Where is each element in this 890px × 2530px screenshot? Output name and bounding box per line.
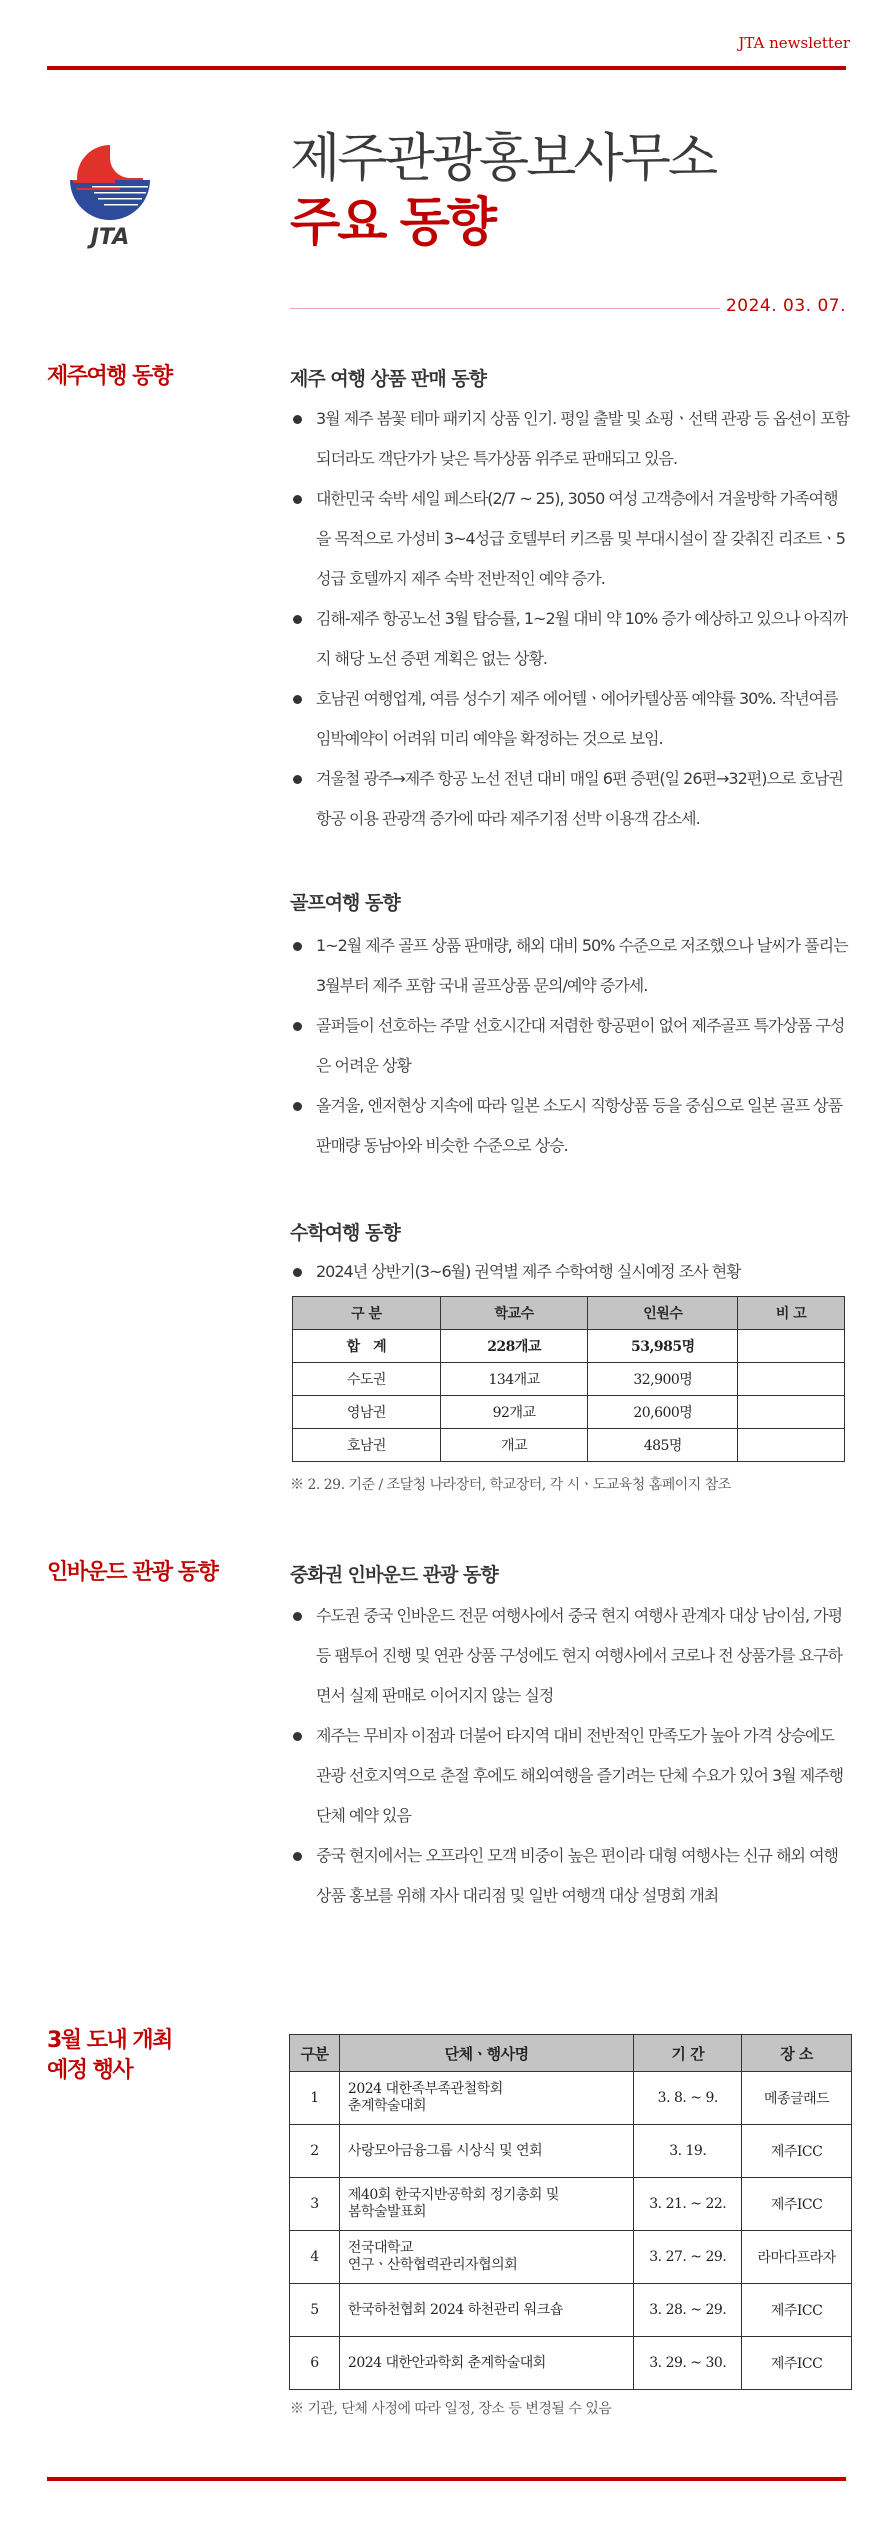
list-item: 골퍼들이 선호하는 주말 선호시간대 저렴한 항공편이 없어 제주골프 특가상품 구성은 어려운 상황 (290, 1006, 850, 1086)
bullet-icon (293, 495, 302, 504)
list-item: 2024년 상반기(3~6월) 권역별 제주 수학여행 실시예정 조사 현황 (290, 1252, 850, 1292)
subheading-product-sales: 제주 여행 상품 판매 동향 (290, 368, 486, 390)
list-item: 제주는 무비자 이점과 더불어 타지역 대비 전반적인 만족도가 높아 가격 상승에도 관광 선호지역으로 춘절 후에도 해외여행을 즐기려는 단체 수요가 있어 3월 제주행 단체 예약 있음 (290, 1716, 850, 1836)
subheading-golf: 골프여행 동향 (290, 892, 400, 914)
events-footnote: ※ 기관, 단체 사정에 따라 일정, 장소 등 변경될 수 있음 (290, 2401, 612, 2417)
issue-date: 2024. 03. 07. (725, 296, 846, 316)
section-label-events: 3월 도내 개최 예정 행사 (47, 2028, 172, 2083)
section-label-jeju-travel: 제주여행 동향 (47, 364, 172, 389)
col-header-note: 비 고 (738, 1297, 845, 1330)
table-row: 6 2024 대한안과학회 춘계학술대회 3. 29. ~ 30. 제주ICC (290, 2337, 852, 2390)
events-table (289, 2034, 852, 2390)
date-divider (290, 308, 720, 309)
list-item: 3월 제주 봄꽃 테마 패키지 상품 인기. 평일 출발 및 쇼핑ㆍ선택 관광 등 옵션이 포함되더라도 객단가가 낮은 특가상품 위주로 판매되고 있음. (290, 399, 850, 479)
table-row: 수도권 134개교 32,900명 (293, 1363, 845, 1396)
bullet-icon (293, 695, 302, 704)
list-item: 대한민국 숙박 세일 페스타(2/7 ~ 25), 3050 여성 고객층에서 겨울방학 가족여행을 목적으로 가성비 3~4성급 호텔부터 키즈룸 및 부대시설이 잘 갖춰진 리조트ㆍ5성급 호텔까지 제주 숙박 전반적인 예약 증가. (290, 479, 850, 599)
newsletter-label: JTA newsletter (738, 34, 850, 52)
bullet-icon (293, 1852, 302, 1861)
col-header-venue: 장 소 (742, 2035, 852, 2072)
svg-text:JTA: JTA (90, 225, 130, 250)
table-row: 5 한국하천협회 2024 하천관리 워크숍 3. 28. ~ 29. 제주ICC (290, 2284, 852, 2337)
col-header-no: 구분 (290, 2035, 340, 2072)
bullet-icon (293, 1022, 302, 1031)
table-row: 합 계 228개교 53,985명 (293, 1330, 845, 1363)
list-item: 수도권 중국 인바운드 전문 여행사에서 중국 현지 여행사 관계자 대상 남이섬, 가평 등 팸투어 진행 및 연관 상품 구성에도 현지 여행사에서 코로나 전 상품가를 요구하면서 실제 판매로 이어지지 않는 실정 (290, 1596, 850, 1716)
table-row: 호남권 개교 485명 (293, 1429, 845, 1462)
bullet-icon (293, 1102, 302, 1111)
bullet-icon (293, 1268, 302, 1277)
list-item: 김해-제주 항공노선 3월 탑승률, 1~2월 대비 약 10% 증가 예상하고 있으나 아직까지 해당 노선 증편 계획은 없는 상황. (290, 599, 850, 679)
table-row: 1 2024 대한족부족관철학회 춘계학술대회 3. 8. ~ 9. 메종글래드 (290, 2072, 852, 2125)
list-item: 겨울철 광주→제주 항공 노선 전년 대비 매일 6편 증편(일 26편→32편)으로 호남권 항공 이용 관광객 증가에 따라 제주기점 선박 이용객 감소세. (290, 759, 850, 839)
school-trip-list (290, 1252, 850, 1292)
bullet-icon (293, 615, 302, 624)
bullet-icon (293, 775, 302, 784)
table-row: 3 제40회 한국지반공학회 정기총회 및 봄학술발표회 3. 21. ~ 22. 제주ICC (290, 2178, 852, 2231)
bullet-icon (293, 1612, 302, 1621)
list-item: 호남권 여행업계, 여름 성수기 제주 에어텔ㆍ에어카텔상품 예약률 30%. 작년여름 임박예약이 어려워 미리 예약을 확정하는 것으로 보임. (290, 679, 850, 759)
col-header-people: 인원수 (588, 1297, 738, 1330)
greater-china-list (290, 1596, 850, 1916)
school-trip-footnote: ※ 2. 29. 기준 / 조달청 나라장터, 학교장터, 각 시ㆍ도교육청 홈페이지 참조 (290, 1477, 731, 1493)
bullet-icon (293, 415, 302, 424)
col-header-name: 단체ㆍ행사명 (339, 2035, 633, 2072)
bottom-divider (47, 2477, 846, 2481)
product-sales-list (290, 399, 850, 839)
table-row: 4 전국대학교 연구ㆍ산학협력관리자협의회 3. 27. ~ 29. 라마다프라자 (290, 2231, 852, 2284)
list-item: 1~2월 제주 골프 상품 판매량, 해외 대비 50% 수준으로 저조했으나 날씨가 풀리는 3월부터 제주 포함 국내 골프상품 문의/예약 증가세. (290, 926, 850, 1006)
bullet-icon (293, 1732, 302, 1741)
subheading-greater-china: 중화권 인바운드 관광 동향 (290, 1564, 498, 1586)
list-item: 중국 현지에서는 오프라인 모객 비중이 높은 편이라 대형 여행사는 신규 해외 여행 상품 홍보를 위해 자사 대리점 및 일반 여행객 대상 설명회 개최 (290, 1836, 850, 1916)
subheading-school-trip: 수학여행 동향 (290, 1222, 400, 1244)
top-divider (47, 66, 846, 70)
col-header-schools: 학교수 (440, 1297, 588, 1330)
col-header-region: 구 분 (293, 1297, 441, 1330)
table-header-row (290, 2035, 852, 2072)
jta-logo-icon (60, 140, 160, 250)
section-label-inbound: 인바운드 관광 동향 (47, 1560, 218, 1585)
page-subtitle: 주요 동향 (290, 193, 495, 253)
golf-list (290, 926, 850, 1166)
table-row: 2 사랑모아금융그룹 시상식 및 연회 3. 19. 제주ICC (290, 2125, 852, 2178)
col-header-period: 기 간 (634, 2035, 742, 2072)
table-header-row (293, 1297, 845, 1330)
school-trip-table (292, 1296, 845, 1462)
bullet-icon (293, 942, 302, 951)
list-item: 올겨울, 엔저현상 지속에 따라 일본 소도시 직항상품 등을 중심으로 일본 골프 상품 판매량 동남아와 비슷한 수준으로 상승. (290, 1086, 850, 1166)
page-title: 제주관광홍보사무소 (290, 129, 716, 189)
table-row: 영남권 92개교 20,600명 (293, 1396, 845, 1429)
